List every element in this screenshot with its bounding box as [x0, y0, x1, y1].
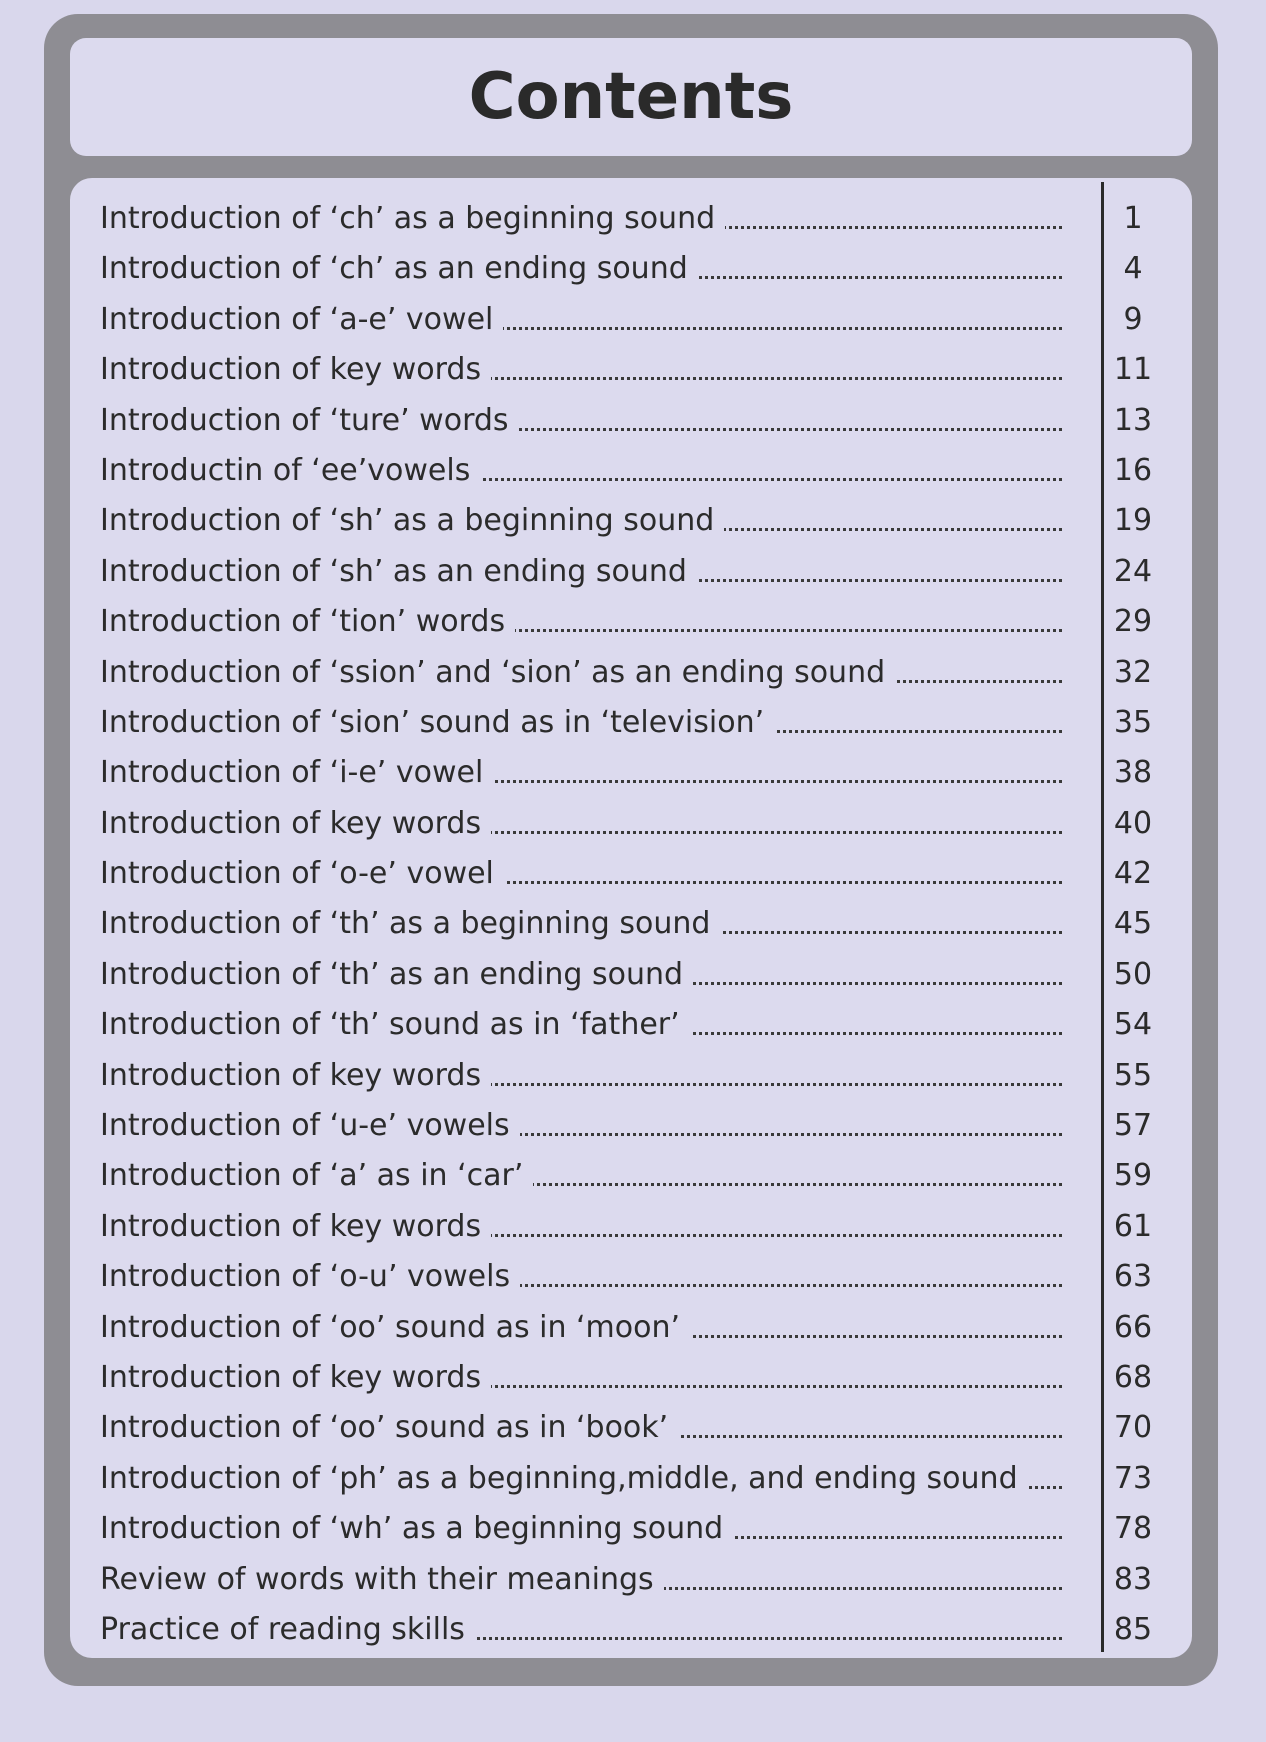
entry-title-text: Introduction of ‘o-e’ vowel	[100, 856, 504, 891]
entry-page-number: 35	[1113, 704, 1153, 740]
contents-entry[interactable]	[100, 1353, 1180, 1403]
page-title: Contents	[468, 60, 794, 134]
entry-title	[100, 1303, 1062, 1353]
entry-title-text: Introduction of ‘o-u’ vowels	[100, 1259, 520, 1294]
contents-entry[interactable]	[100, 396, 1180, 446]
entry-title-text: Introduction of ‘ch’ as a beginning sound	[100, 201, 725, 236]
entry-page-number: 32	[1113, 654, 1153, 690]
entry-title-text: Review of words with their meanings	[100, 1562, 664, 1597]
entry-title	[100, 648, 1062, 698]
entry-title	[100, 496, 1062, 546]
contents-entry[interactable]	[100, 295, 1180, 345]
entry-title-text: Introduction of ‘ch’ as an ending sound	[100, 251, 698, 286]
entry-page-number: 11	[1113, 352, 1153, 388]
contents-list	[100, 194, 1180, 1655]
entry-page-number: 40	[1113, 805, 1153, 841]
entry-page-number: 78	[1113, 1511, 1153, 1547]
entry-title	[100, 1000, 1062, 1050]
entry-title-text: Introduction of ‘sh’ as an ending sound	[100, 554, 697, 589]
entry-title-text: Introduction of key words	[100, 1360, 491, 1395]
entry-title	[100, 1504, 1062, 1554]
contents-entry[interactable]	[100, 1403, 1180, 1453]
entry-page-number: 85	[1113, 1611, 1153, 1647]
contents-entry[interactable]	[100, 1605, 1180, 1655]
contents-entry[interactable]	[100, 1555, 1180, 1605]
contents-entry[interactable]	[100, 496, 1180, 546]
entry-page-number: 29	[1113, 604, 1153, 640]
contents-entry[interactable]	[100, 1202, 1180, 1252]
entry-title-text: Practice of reading skills	[100, 1612, 475, 1647]
contents-entry[interactable]	[100, 597, 1180, 647]
contents-entry[interactable]	[100, 698, 1180, 748]
entry-title	[100, 345, 1062, 395]
entry-title-text: Introduction of ‘ph’ as a beginning,middle, and ending sound	[100, 1461, 1028, 1496]
entry-page-number: 38	[1113, 755, 1153, 791]
contents-entry[interactable]	[100, 1051, 1180, 1101]
entry-title-text: Introductin of ‘ee’vowels	[100, 453, 480, 488]
entry-page-number: 45	[1113, 906, 1153, 942]
entry-title	[100, 1051, 1062, 1101]
entry-page-number: 83	[1113, 1561, 1153, 1597]
entry-title	[100, 1151, 1062, 1201]
entry-title-text: Introduction of ‘th’ as an ending sound	[100, 957, 693, 992]
entry-title	[100, 950, 1062, 1000]
entry-title-text: Introduction of ‘ssion’ and ‘sion’ as an ending sound	[100, 655, 895, 690]
entry-page-number: 4	[1123, 251, 1143, 287]
entry-title	[100, 799, 1062, 849]
contents-entry[interactable]	[100, 1101, 1180, 1151]
entry-page-number: 1	[1123, 201, 1143, 236]
entry-page-number: 19	[1113, 503, 1153, 539]
entry-title-text: Introduction of ‘a-e’ vowel	[100, 302, 503, 337]
contents-entry[interactable]	[100, 748, 1180, 798]
entry-title	[100, 194, 1062, 244]
entry-title	[100, 446, 1062, 496]
entry-page-number: 55	[1113, 1057, 1153, 1093]
entry-title	[100, 1454, 1062, 1504]
entry-title-text: Introduction of ‘sion’ sound as in ‘television’	[100, 705, 774, 740]
contents-entry[interactable]	[100, 899, 1180, 949]
entry-title	[100, 1101, 1062, 1151]
entry-title-text: Introduction of ‘a’ as in ‘car’	[100, 1158, 533, 1193]
entry-title	[100, 295, 1062, 345]
entry-page-number: 59	[1113, 1158, 1153, 1194]
entry-title-text: Introduction of ‘tion’ words	[100, 604, 515, 639]
entry-title-text: Introduction of key words	[100, 1058, 491, 1093]
contents-entry[interactable]	[100, 648, 1180, 698]
contents-entry[interactable]	[100, 244, 1180, 294]
title-box	[70, 38, 1192, 156]
entry-page-number: 9	[1123, 301, 1143, 337]
entry-title	[100, 547, 1062, 597]
entry-page-number: 50	[1113, 956, 1153, 992]
contents-entry[interactable]	[100, 1151, 1180, 1201]
entry-page-number: 24	[1113, 553, 1153, 589]
entry-title-text: Introduction of ‘oo’ sound as in ‘moon’	[100, 1310, 690, 1345]
entry-page-number: 70	[1113, 1410, 1153, 1446]
contents-entry[interactable]	[100, 446, 1180, 496]
contents-entry[interactable]	[100, 547, 1180, 597]
entry-title-text: Introduction of ‘th’ as a beginning sound	[100, 906, 720, 941]
entry-page-number: 66	[1113, 1309, 1153, 1345]
entry-page-number: 73	[1113, 1460, 1153, 1496]
contents-entry[interactable]	[100, 950, 1180, 1000]
entry-title	[100, 1605, 1062, 1655]
entry-page-number: 63	[1113, 1259, 1153, 1295]
contents-entry[interactable]	[100, 345, 1180, 395]
entry-title	[100, 899, 1062, 949]
entry-title	[100, 1252, 1062, 1302]
entry-page-number: 42	[1113, 856, 1153, 892]
entry-page-number: 16	[1113, 452, 1153, 488]
entry-title	[100, 849, 1062, 899]
entry-title-text: Introduction of key words	[100, 806, 491, 841]
entry-page-number: 13	[1113, 402, 1153, 438]
entry-page-number: 57	[1113, 1108, 1153, 1144]
entry-title	[100, 244, 1062, 294]
entry-page-number: 61	[1113, 1208, 1153, 1244]
entry-title	[100, 698, 1062, 748]
entry-page-number: 54	[1113, 1007, 1153, 1043]
entry-title	[100, 396, 1062, 446]
contents-entry[interactable]	[100, 1252, 1180, 1302]
entry-title-text: Introduction of ‘sh’ as a beginning sound	[100, 503, 724, 538]
contents-entry[interactable]	[100, 1303, 1180, 1353]
entry-title	[100, 1403, 1062, 1453]
contents-entry[interactable]	[100, 1000, 1180, 1050]
entry-title-text: Introduction of ‘th’ sound as in ‘father’	[100, 1007, 690, 1042]
contents-entry[interactable]	[100, 799, 1180, 849]
entry-title-text: Introduction of ‘oo’ sound as in ‘book’	[100, 1410, 678, 1445]
contents-entry[interactable]	[100, 1454, 1180, 1504]
entry-title	[100, 748, 1062, 798]
entry-title	[100, 597, 1062, 647]
entry-title-text: Introduction of ‘u-e’ vowels	[100, 1108, 520, 1143]
entry-page-number: 68	[1113, 1359, 1153, 1395]
contents-entry[interactable]	[100, 1504, 1180, 1554]
entry-title-text: Introduction of ‘wh’ as a beginning sound	[100, 1511, 733, 1546]
entry-title	[100, 1555, 1062, 1605]
entry-title	[100, 1353, 1062, 1403]
entry-title-text: Introduction of key words	[100, 1209, 491, 1244]
contents-list-box	[70, 178, 1192, 1658]
entry-title-text: Introduction of ‘i-e’ vowel	[100, 755, 493, 790]
entry-title	[100, 1202, 1062, 1252]
entry-title-text: Introduction of key words	[100, 352, 491, 387]
contents-entry[interactable]	[100, 194, 1180, 244]
entry-title-text: Introduction of ‘ture’ words	[100, 403, 519, 438]
contents-entry[interactable]	[100, 849, 1180, 899]
